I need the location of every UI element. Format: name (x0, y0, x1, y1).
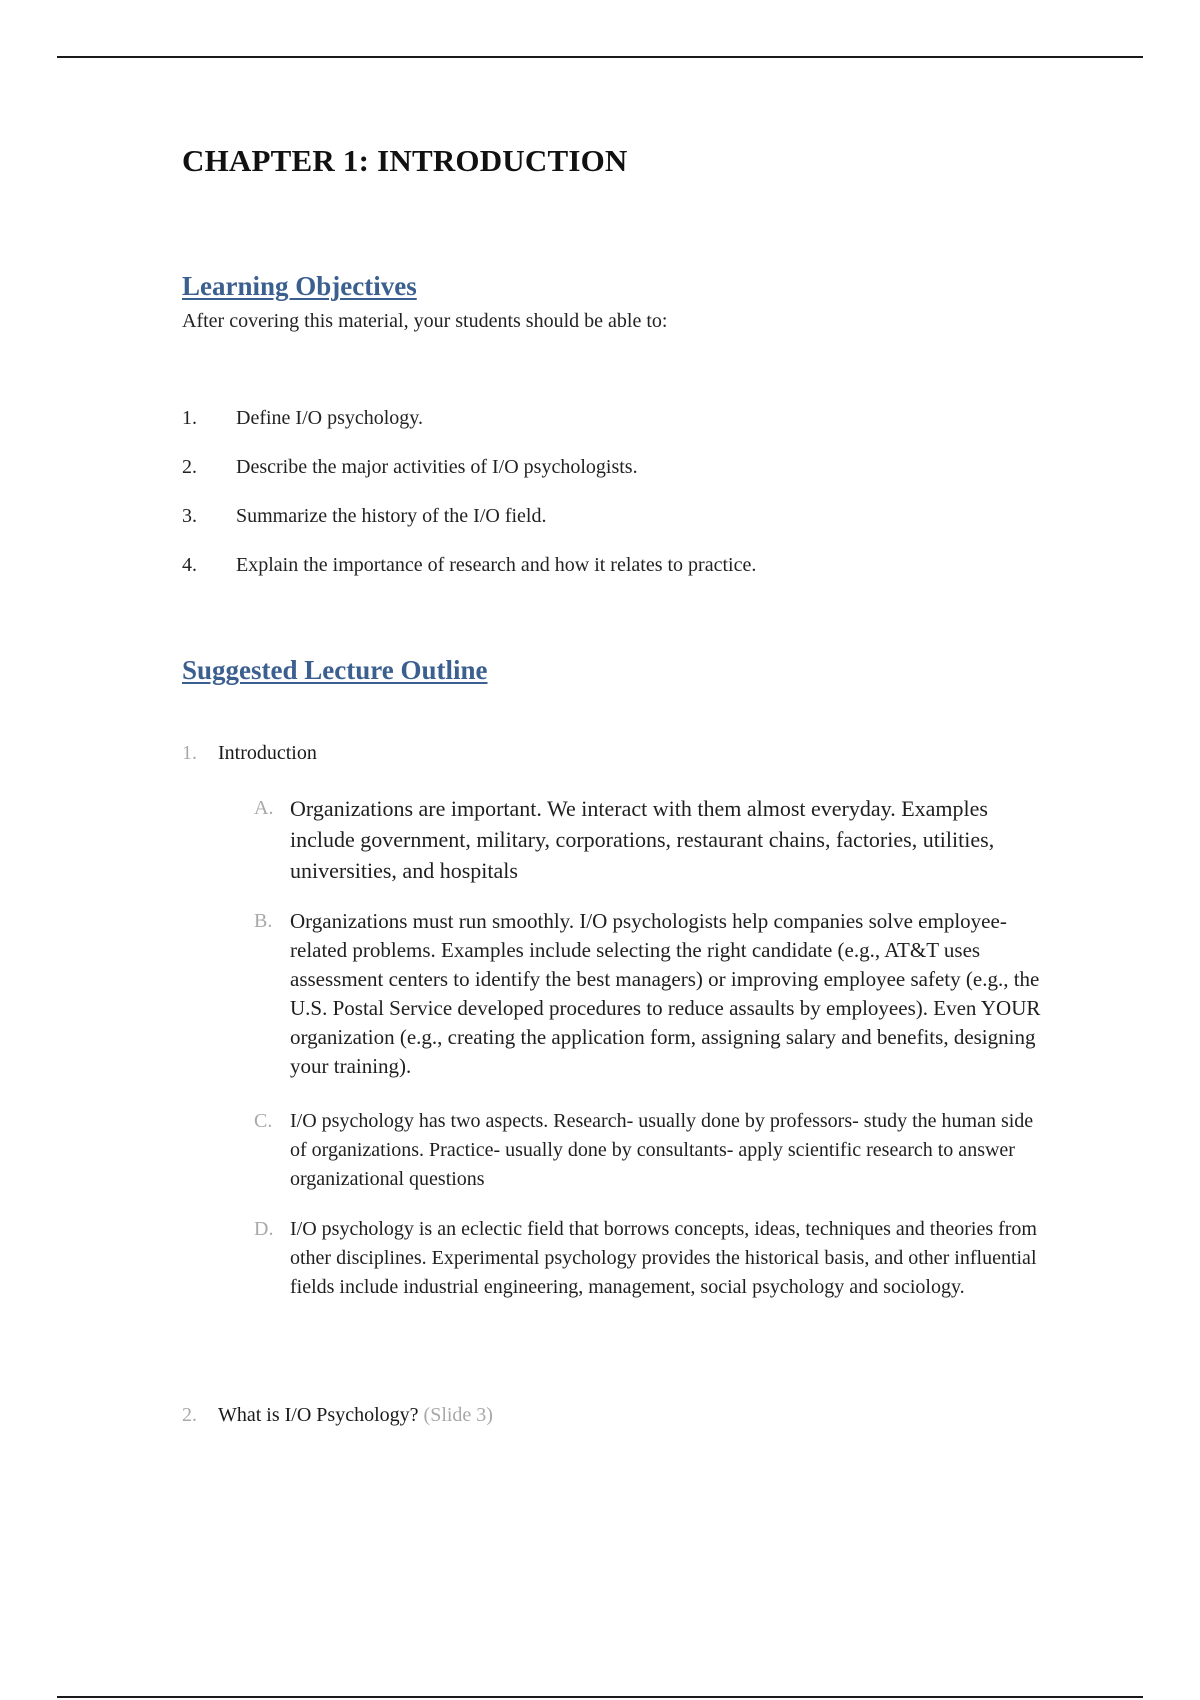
slide-reference: (Slide 3) (423, 1404, 493, 1426)
list-item (182, 456, 756, 505)
subitem-b (254, 907, 1054, 1081)
subitem-letter: C. (254, 1110, 273, 1132)
bottom-rule (57, 1696, 1143, 1698)
list-item (182, 554, 756, 603)
objective-number: 4. (182, 554, 197, 576)
objective-text: Explain the importance of research and how it relates to practice. (236, 554, 757, 576)
learning-objectives-heading: Learning Objectives (182, 271, 417, 301)
subitem-text: Organizations are important. We interact with them almost everyday. Examples include government, military, corporations, restaurant chains, factories, utilities, universities, and hospitals (290, 796, 995, 883)
objective-text: Summarize the history of the I/O field. (236, 505, 547, 527)
subitem-letter: A. (254, 797, 274, 819)
chapter-title: CHAPTER 1: INTRODUCTION (182, 143, 628, 178)
subitem-letter: B. (254, 910, 273, 932)
outline-item-introduction (182, 742, 317, 765)
objectives-intro: After covering this material, your students should be able to: (182, 310, 668, 332)
objective-number: 1. (182, 407, 197, 429)
outline-title: What is I/O Psychology? (218, 1404, 419, 1426)
objectives-list (182, 407, 756, 603)
subitem-text: I/O psychology has two aspects. Research- usually done by professors- study the human side of organizations. Practice- usually done by consultants- apply scientific research to answer organizational questions (290, 1110, 1034, 1190)
objective-number: 3. (182, 505, 197, 527)
subitem-letter: D. (254, 1218, 274, 1240)
objective-text: Define I/O psychology. (236, 407, 423, 429)
subitem-text: I/O psychology is an eclectic field that borrows concepts, ideas, techniques and theories from other disciplines. Experimental psychology provides the historical basis, and other influential fields include industrial engineering, management, social psychology and sociology. (290, 1218, 1037, 1298)
top-rule (57, 56, 1143, 58)
subitem-d (254, 1215, 1054, 1302)
outline-title: Introduction (218, 742, 317, 764)
subitem-a (254, 793, 1054, 886)
list-item (182, 407, 756, 456)
subitem-text: Organizations must run smoothly. I/O psychologists help companies solve employee-related problems. Examples include selecting the right candidate (e.g., AT&T uses assessment centers to identify the best managers) or improving employee safety (e.g., the U.S. Postal Service developed procedures to reduce assaults by employees). Even YOUR organization (e.g., creating the application form, assigning salary and benefits, designing your training). (290, 909, 1041, 1078)
outline-number: 1. (182, 742, 197, 764)
subitem-c (254, 1107, 1054, 1194)
list-item (182, 505, 756, 554)
outline-item-what-is-io (182, 1404, 493, 1427)
lecture-outline-heading: Suggested Lecture Outline (182, 655, 488, 685)
outline-number: 2. (182, 1404, 197, 1426)
objective-text: Describe the major activities of I/O psychologists. (236, 456, 638, 478)
objective-number: 2. (182, 456, 197, 478)
